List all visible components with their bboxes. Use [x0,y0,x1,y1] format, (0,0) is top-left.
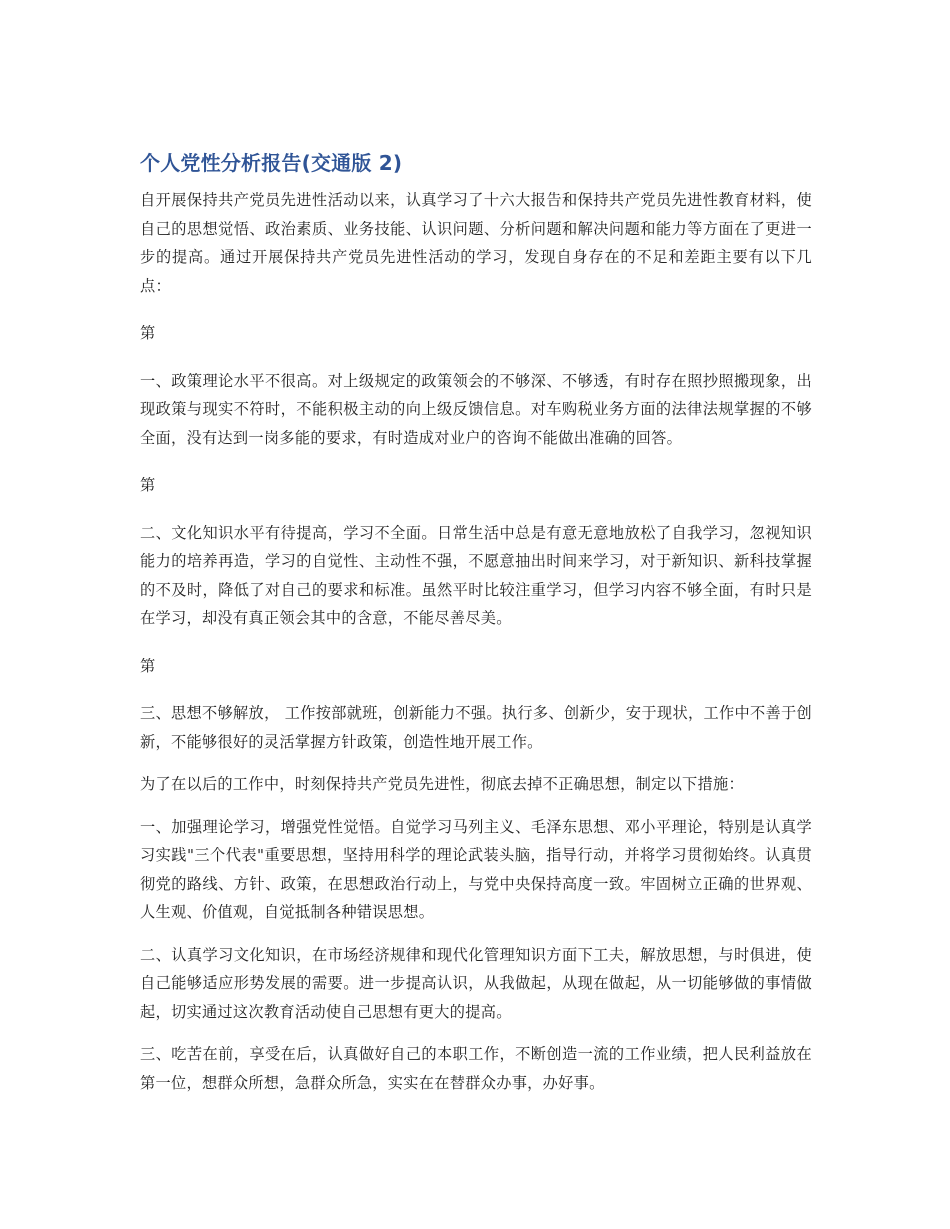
issue-paragraph-3: 三、思想不够解放， 工作按部就班，创新能力不强。执行多、创新少，安于现状，工作中不善于创新，不能够很好的灵活掌握方针政策，创造性地开展工作。 [140,704,812,751]
document-body [140,146,812,1111]
intro-paragraph: 自开展保持共产党员先进性活动以来，认真学习了十六大报告和保持共产党员先进性教育材料，使自己的思想觉悟、政治素质、业务技能、认识问题、分析问题和解决问题和能力等方面在了更进一步的提高。通过开展保持共产党员先进性活动的学习，发现自身存在的不足和差距主要有以下几点： [140,191,812,295]
issue-paragraph-1: 一、政策理论水平不很高。对上级规定的政策领会的不够深、不够透，有时存在照抄照搬现象，出现政策与现实不符时，不能积极主动的向上级反馈信息。对车购税业务方面的法律法规掌握的不够全面，没有达到一岗多能的要求，有时造成对业户的咨询不能做出准确的回答。 [140,371,812,447]
measures-intro-paragraph: 为了在以后的工作中，时刻保持共产党员先进性，彻底去掉不正确思想，制定以下措施： [140,775,745,793]
measure-paragraph-1: 一、加强理论学习，增强党性觉悟。自觉学习马列主义、毛泽东思想、邓小平理论，特别是认真学习实践"三个代表"重要思想，坚持用科学的理论武装头脑，指导行动，并将学习贯彻始终。认真贯彻党的路线、方针、政策，在思想政治行动上，与党中央保持高度一致。牢固树立正确的世界观、人生观、价值观，自觉抵制各种错误思想。 [140,817,812,921]
section-marker: 第 [140,476,156,494]
issue-paragraph-2: 二、文化知识水平有待提高，学习不全面。日常生活中总是有意无意地放松了自我学习，忽视知识能力的培养再造，学习的自觉性、主动性不强，不愿意抽出时间来学习，对于新知识、新科技掌握的不及时，降低了对自己的要求和标准。虽然平时比较注重学习，但学习内容不够全面，有时只是在学习，却没有真正领会其中的含意，不能尽善尽美。 [140,523,812,627]
section-marker: 第 [140,656,156,675]
document-title: 个人党性分析报告(交通版 2) [140,151,403,175]
measure-paragraph-2: 二、认真学习文化知识，在市场经济规律和现代化管理知识方面下工夫，解放思想，与时俱进，使自己能够适应形势发展的需要。进一步提高认识，从我做起，从现在做起，从一切能够做的事情做起，切实通过这次教育活动使自己思想有更大的提高。 [140,945,812,1021]
measure-paragraph-3: 三、吃苦在前，享受在后，认真做好自己的本职工作，不断创造一流的工作业绩，把人民利益放在第一位，想群众所想，急群众所急，实实在在替群众办事，办好事。 [140,1045,812,1092]
section-marker: 第 [140,324,156,342]
